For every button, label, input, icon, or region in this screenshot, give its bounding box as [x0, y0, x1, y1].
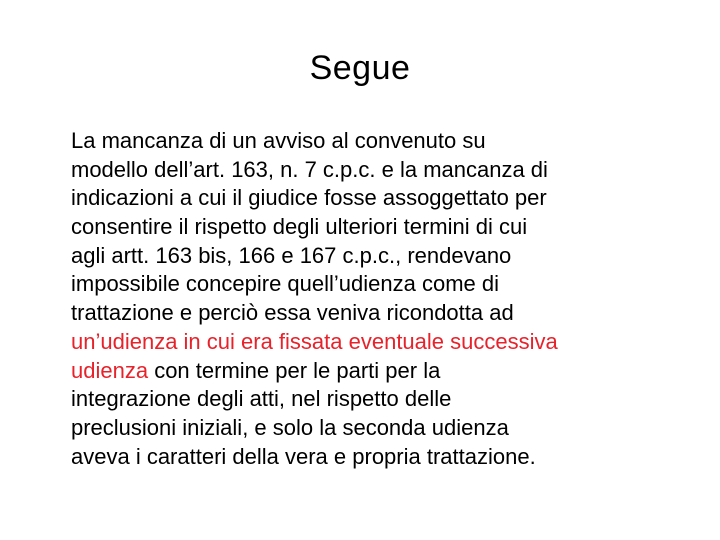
slide-body — [71, 127, 681, 471]
body-line-5: agli artt. 163 bis, 166 e 167 c.p.c., rendevano — [71, 242, 512, 268]
body-line-10: integrazione degli atti, nel rispetto delle — [71, 386, 452, 412]
body-line-11: preclusioni iniziali, e solo la seconda udienza — [71, 414, 509, 440]
slide-title: Segue — [309, 49, 411, 87]
body-line-highlighted: un’udienza in cui era fissata eventuale successiva — [71, 328, 558, 354]
body-line-9-rest: con termine per le parti per la — [148, 357, 441, 383]
body-line-2: modello dell’art. 163, n. 7 c.p.c. e la mancanza di — [71, 156, 548, 182]
body-line-3: indicazioni a cui il giudice fosse assoggettato per — [71, 185, 547, 211]
body-line-9 — [71, 357, 681, 386]
body-line-7: trattazione e perciò essa veniva ricondotta ad — [71, 300, 514, 326]
body-line-4: consentire il rispetto degli ulteriori termini di cui — [71, 214, 528, 240]
body-line-12: aveva i caratteri della vera e propria trattazione. — [71, 443, 536, 469]
body-line-6: impossibile concepire quell’udienza come di — [71, 271, 500, 297]
highlighted-word: udienza — [71, 357, 149, 383]
body-line-1: La mancanza di un avviso al convenuto su — [71, 128, 486, 153]
